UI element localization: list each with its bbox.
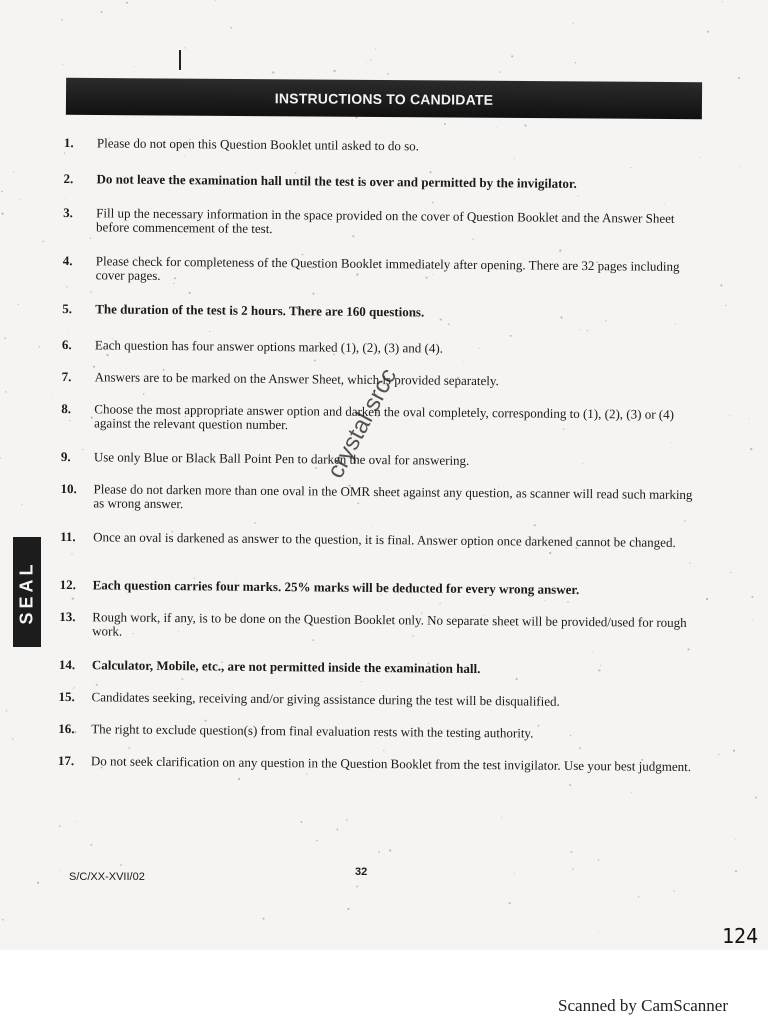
instruction-text: The duration of the test is 2 hours. There are 160 questions.	[95, 301, 425, 320]
instruction-number: 11.	[60, 529, 76, 545]
instruction-text: Please do not darken more than one oval in the OMR sheet against any question, as scanner will read such marking as wrong answer.	[93, 481, 693, 512]
instruction-item	[58, 530, 698, 550]
instruction-item	[57, 690, 697, 710]
watermark-text: crystal srcc	[322, 364, 403, 483]
instruction-number: 15.	[58, 688, 75, 705]
instruction-text: Rough work, if any, is to be done on the Question Booklet only. No separate sheet will be provided/used for rough work.	[92, 609, 687, 639]
handwritten-number: 124	[722, 924, 759, 948]
instruction-text: Each question carries four marks. 25% marks will be deducted for every wrong answer.	[92, 577, 580, 597]
instruction-item	[62, 136, 702, 156]
instruction-text: Fill up the necessary information in the space provided on the cover of Question Booklet and the Answer Sheet before commencement of the test.	[96, 205, 675, 237]
instruction-text: Choose the most appropriate answer option and darken the oval completely, corresponding to (1), (2), (3) or (4) against the relevant question number.	[94, 401, 675, 433]
page-title: INSTRUCTIONS TO CANDIDATE	[274, 89, 494, 108]
instruction-number: 2.	[63, 171, 74, 187]
instruction-number: 14.	[58, 656, 76, 673]
instruction-item	[61, 206, 701, 240]
instruction-text: Answers are to be marked on the Answer Sheet, which is provided separately.	[94, 369, 499, 389]
seal-tab	[13, 537, 41, 647]
instruction-text: Do not leave the examination hall until the test is over and permitted by the invigilator.	[96, 171, 577, 191]
scanner-credit: Scanned by CamScanner	[558, 996, 728, 1015]
instruction-item	[57, 658, 697, 678]
instruction-text: Each question has four answer options marked (1), (2), (3) and (4).	[94, 337, 444, 356]
instruction-text: Please do not open this Question Booklet until asked to do so.	[96, 135, 420, 154]
instruction-number: 3.	[63, 205, 74, 221]
instructions-banner	[66, 78, 702, 119]
instruction-item	[61, 172, 701, 192]
instruction-number: 8.	[61, 401, 72, 417]
instruction-number: 13.	[59, 608, 76, 625]
instruction-text: Calculator, Mobile, etc., are not permitted inside the examination hall.	[91, 657, 481, 677]
instruction-number: 5.	[62, 301, 73, 317]
instruction-number: 10.	[60, 481, 77, 497]
instruction-item	[61, 254, 701, 288]
instruction-item	[57, 610, 697, 644]
instruction-number: 6.	[61, 337, 72, 353]
instruction-text: Candidates seeking, receiving and/or giving assistance during the test will be disqualified.	[91, 689, 560, 709]
instruction-number: 1.	[63, 135, 74, 151]
ink-mark	[179, 50, 181, 70]
instruction-number: 4.	[62, 253, 73, 269]
instruction-item	[59, 450, 699, 470]
seal-label: SEAL	[16, 559, 37, 625]
instruction-number: 9.	[60, 449, 71, 465]
instruction-text: Do not seek clarification on any question in the Question Booklet from the test invigilator. Use your best judgment.	[90, 753, 692, 775]
instruction-text: Once an oval is darkened as answer to the question, it is final. Answer option once darkened cannot be changed.	[93, 529, 676, 550]
booklet-code: S/C/XX-XVII/02	[69, 871, 145, 883]
instruction-number: 17.	[57, 752, 75, 769]
instruction-text: Use only Blue or Black Ball Point Pen to darken the oval for answering.	[93, 449, 470, 468]
instruction-text: The right to exclude question(s) from final evaluation rests with the testing authority.	[91, 721, 534, 741]
instruction-item	[56, 754, 696, 774]
instruction-number: 7.	[61, 369, 72, 385]
instruction-item	[60, 302, 700, 322]
instruction-item	[58, 482, 698, 516]
instruction-text: Please check for completeness of the Question Booklet immediately after opening. There are 32 pages including cover pages.	[95, 253, 680, 283]
instruction-item	[60, 338, 700, 358]
instruction-number: 16.	[58, 720, 75, 737]
page-number: 32	[355, 866, 368, 878]
instruction-number: 12.	[59, 576, 76, 593]
instruction-item	[56, 722, 696, 742]
instruction-item	[58, 578, 698, 598]
